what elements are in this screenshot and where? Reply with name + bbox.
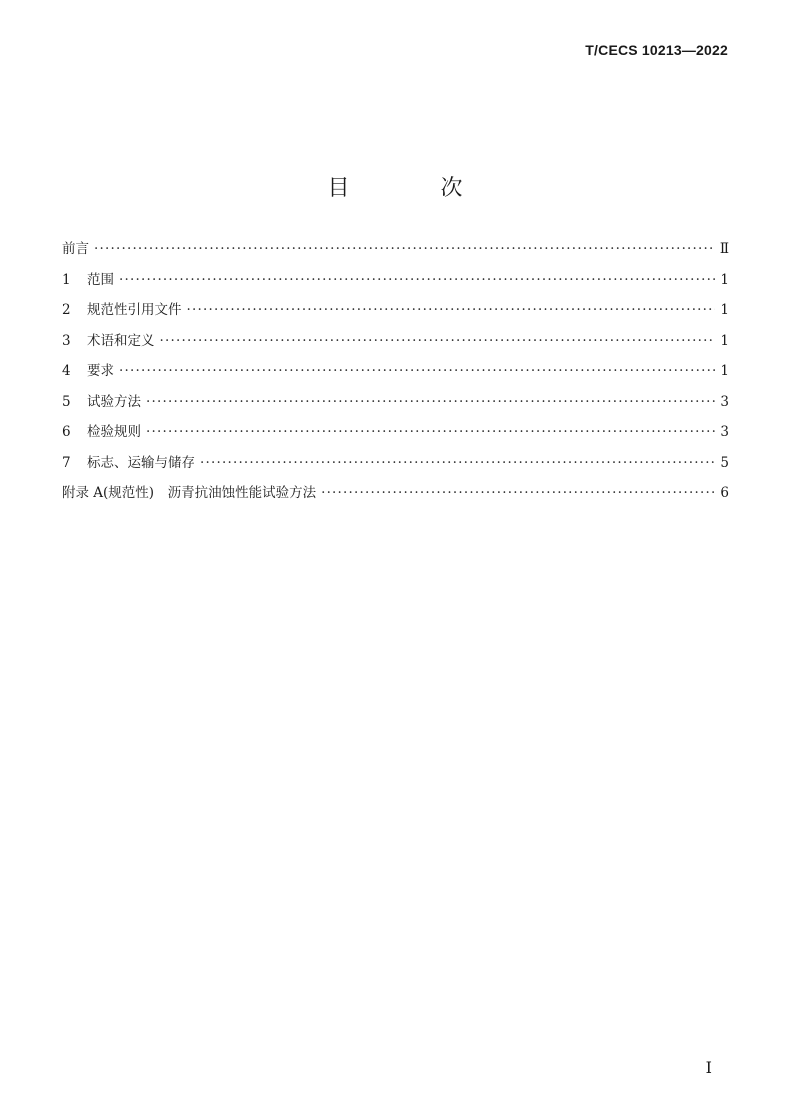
toc-entry-label: 试验方法 [87,393,141,410]
toc-entry-inspection-rules[interactable] [62,421,729,452]
toc-entry-marking-transport-storage[interactable] [62,452,729,483]
toc-entry-page: 1 [720,271,729,288]
toc-title: 目 次 [327,176,505,201]
toc-entry-page: 3 [720,393,729,410]
toc-entry-foreword[interactable] [62,238,729,269]
toc-entry-number: 7 [62,454,71,471]
toc-entry-normative-references[interactable] [62,299,729,330]
toc-entry-scope[interactable] [62,269,729,300]
toc-entry-label: 要求 [87,363,114,379]
toc-entry-page: 1 [720,332,729,349]
toc-entry-label: 标志、运输与储存 [87,454,195,471]
leader-dots [200,452,715,474]
leader-dots [146,391,715,413]
leader-dots [146,421,715,443]
toc-entry-terms-definitions[interactable] [62,330,729,361]
toc-entry-label: 术语和定义 [87,332,155,349]
leader-dots [94,238,715,260]
toc-entry-label: 附录 A(规范性) 沥青抗油蚀性能试验方法 [62,485,317,501]
toc-entry-number: 6 [62,424,71,440]
toc-entry-number: 5 [62,393,71,410]
toc-entry-page: 6 [720,485,729,501]
toc-entry-appendix-a[interactable] [62,482,729,513]
toc-entry-requirements[interactable] [62,360,729,391]
toc-entry-label: 规范性引用文件 [87,302,182,318]
page-number: I [705,1058,712,1077]
standard-code: T/CECS 10213—2022 [585,42,728,58]
leader-dots [321,482,715,504]
toc-entry-page: 5 [720,454,729,471]
toc-entry-label: 检验规则 [87,424,141,440]
toc-entry-page: 1 [720,302,729,318]
table-of-contents [62,238,729,513]
toc-entry-page: 3 [720,424,729,440]
toc-entry-number: 2 [62,302,71,318]
leader-dots [187,299,716,321]
leader-dots [160,330,716,352]
toc-entry-label: 前言 [62,241,89,257]
toc-entry-number: 4 [62,363,71,379]
leader-dots [119,269,715,291]
toc-entry-number: 1 [62,271,71,288]
toc-entry-page: 1 [720,363,729,379]
leader-dots [119,360,715,382]
toc-entry-page: Ⅱ [719,241,729,257]
toc-entry-number: 3 [62,332,71,349]
toc-entry-test-methods[interactable] [62,391,729,422]
toc-entry-label: 范围 [87,271,114,288]
